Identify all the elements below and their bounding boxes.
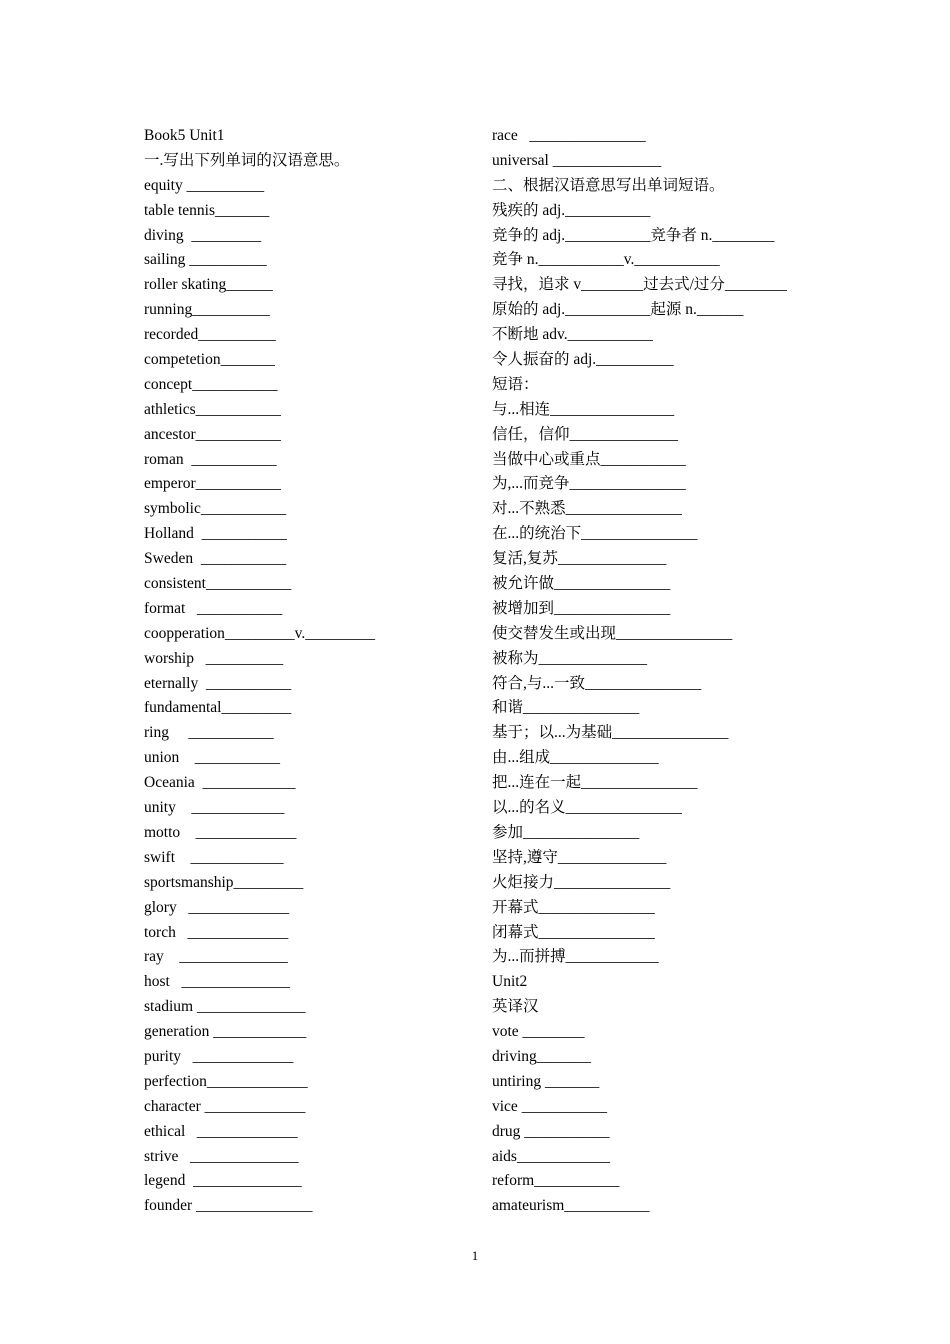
worksheet-line: union ___________	[144, 749, 281, 767]
worksheet-line: 符合,与...一致_______________	[492, 674, 702, 692]
worksheet-line: vote ________	[492, 1023, 585, 1041]
worksheet-line: untiring _______	[492, 1072, 600, 1090]
worksheet-line: Holland ___________	[144, 525, 287, 543]
worksheet-line: fundamental_________	[144, 699, 292, 717]
right-column	[492, 124, 832, 1219]
worksheet-line: 为,...而竞争_______________	[492, 475, 686, 493]
worksheet-line: 被增加到_______________	[492, 599, 671, 617]
worksheet-line: generation ____________	[144, 1023, 307, 1041]
worksheet-line: format ___________	[144, 599, 283, 617]
worksheet-line: 残疾的 adj.___________	[492, 201, 651, 219]
worksheet-line: athletics___________	[144, 400, 281, 418]
worksheet-line: 英译汉	[492, 998, 539, 1016]
worksheet-line: 被称为______________	[492, 649, 648, 667]
worksheet-line: swift ____________	[144, 848, 284, 866]
worksheet-line: driving_______	[492, 1047, 592, 1065]
worksheet-line: 在...的统治下_______________	[492, 525, 698, 543]
worksheet-line: 一.写出下列单词的汉语意思。	[144, 151, 350, 169]
worksheet-line: 竞争的 adj.___________竞争者 n.________	[492, 226, 775, 244]
worksheet-line: legend ______________	[144, 1172, 302, 1190]
worksheet-line: purity _____________	[144, 1047, 294, 1065]
worksheet-line: amateurism___________	[492, 1197, 650, 1215]
worksheet-line: character _____________	[144, 1097, 306, 1115]
worksheet-line: host ______________	[144, 973, 290, 991]
worksheet-line: sailing __________	[144, 251, 267, 269]
worksheet-line: symbolic___________	[144, 500, 287, 518]
worksheet-line: 寻找，追求 v________过去式/过分________	[492, 276, 787, 294]
worksheet-line: Sweden ___________	[144, 550, 287, 568]
worksheet-line: universal ______________	[492, 151, 662, 169]
worksheet-line: 信任，信仰______________	[492, 425, 679, 443]
worksheet-line: ancestor___________	[144, 425, 281, 443]
worksheet-line: ethical _____________	[144, 1122, 298, 1140]
worksheet-line: 复活,复苏______________	[492, 550, 667, 568]
worksheet-line: 火炬接力_______________	[492, 873, 671, 891]
worksheet-line: strive ______________	[144, 1147, 299, 1165]
worksheet-line: emperor___________	[144, 475, 281, 493]
worksheet-line: roller skating______	[144, 276, 273, 294]
worksheet-line: unity ____________	[144, 799, 285, 817]
worksheet-line: aids____________	[492, 1147, 610, 1165]
worksheet-line: 把...连在一起_______________	[492, 774, 698, 792]
worksheet-line: 闭幕式_______________	[492, 923, 655, 941]
worksheet-line: 由...组成______________	[492, 749, 659, 767]
worksheet-line: 基于；以...为基础_______________	[492, 724, 729, 742]
worksheet-line: ray ______________	[144, 948, 288, 966]
worksheet-line: consistent___________	[144, 575, 292, 593]
worksheet-line: 开幕式_______________	[492, 898, 655, 916]
worksheet-line: glory _____________	[144, 898, 290, 916]
worksheet-line: perfection_____________	[144, 1072, 308, 1090]
worksheet-line: 参加_______________	[492, 823, 640, 841]
worksheet-line: motto _____________	[144, 823, 297, 841]
worksheet-line: 被允许做_______________	[492, 575, 671, 593]
worksheet-line: 令人振奋的 adj.__________	[492, 351, 674, 369]
worksheet-line: torch _____________	[144, 923, 289, 941]
worksheet-line: worship __________	[144, 649, 284, 667]
worksheet-line: Unit2	[492, 973, 528, 991]
worksheet-line: 竞争 n.___________v.___________	[492, 251, 720, 269]
worksheet-line: 以...的名义_______________	[492, 799, 682, 817]
worksheet-line: ring ___________	[144, 724, 274, 742]
left-column	[144, 124, 474, 1219]
worksheet-line: 与...相连________________	[492, 400, 675, 418]
worksheet-line: drug ___________	[492, 1122, 610, 1140]
worksheet-line: sportsmanship_________	[144, 873, 304, 891]
worksheet-line: Book5 Unit1	[144, 127, 225, 144]
worksheet-line: 使交替发生或出现_______________	[492, 624, 733, 642]
worksheet-line: table tennis_______	[144, 201, 270, 219]
worksheet-line: roman ___________	[144, 450, 277, 468]
worksheet-line: 当做中心或重点___________	[492, 450, 686, 468]
worksheet-line: 坚持,遵守______________	[492, 848, 667, 866]
worksheet-line: 对...不熟悉_______________	[492, 500, 682, 518]
worksheet-line: recorded__________	[144, 326, 276, 344]
worksheet-line: running__________	[144, 301, 270, 319]
worksheet-line: Oceania ____________	[144, 774, 296, 792]
worksheet-line: 和谐_______________	[492, 699, 640, 717]
worksheet-line: coopperation_________v._________	[144, 624, 376, 642]
worksheet-line: 为...而拼搏____________	[492, 948, 659, 966]
worksheet-line: eternally ___________	[144, 674, 292, 692]
worksheet-line: diving _________	[144, 226, 262, 244]
worksheet-line: 不断地 adv.___________	[492, 326, 653, 344]
worksheet-line: founder _______________	[144, 1197, 313, 1215]
worksheet-line: reform___________	[492, 1172, 620, 1190]
worksheet-line: stadium ______________	[144, 998, 306, 1016]
worksheet-line: race _______________	[492, 127, 646, 144]
worksheet-line: competetion_______	[144, 351, 275, 369]
worksheet-line: equity __________	[144, 176, 265, 194]
worksheet-line: 原始的 adj.___________起源 n.______	[492, 301, 744, 319]
worksheet-line: vice ___________	[492, 1097, 607, 1115]
worksheet-line: 短语：	[492, 375, 539, 393]
page-number: 1	[471, 1248, 479, 1263]
worksheet-line: 二、根据汉语意思写出单词短语。	[492, 176, 725, 194]
worksheet-line: concept___________	[144, 375, 278, 393]
